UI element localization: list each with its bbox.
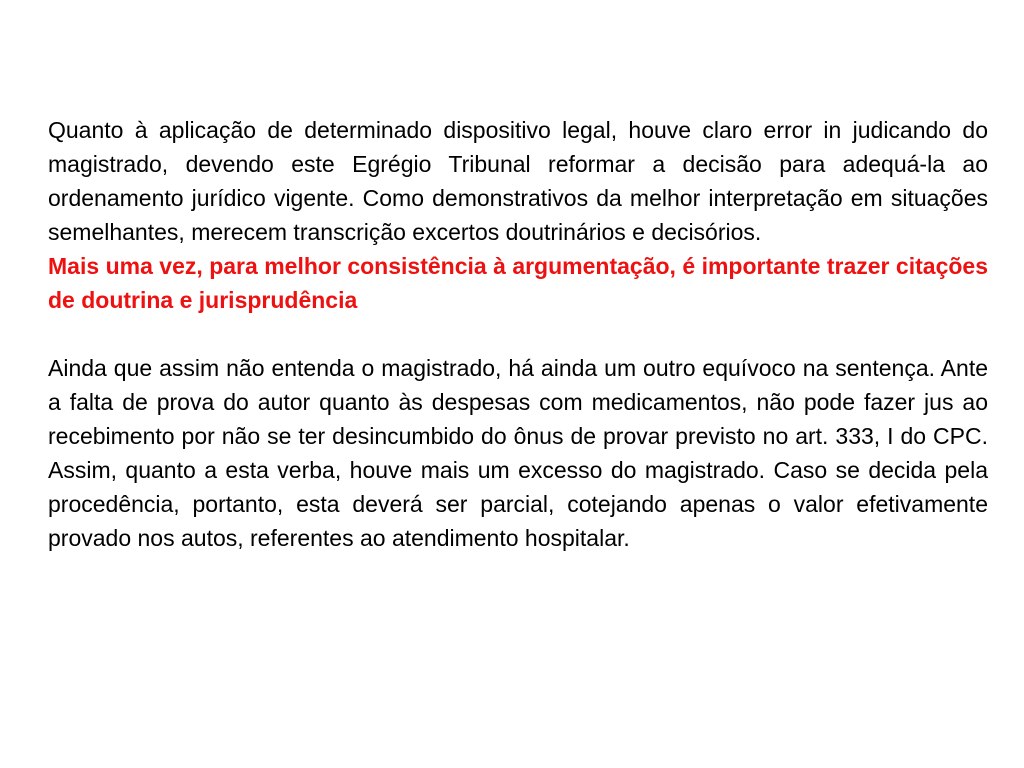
paragraph-error-in-judicando: Quanto à aplicação de determinado dispositivo legal, houve claro error in judicando do magistrado, devendo este Egrégio Tribunal reformar a decisão para adequá-la ao ordenamento jurídico vigente. Como demonstrativos da melhor interpretação em situações semelhantes, merecem transcrição excertos doutrinários e decisórios. bbox=[48, 117, 988, 245]
paragraph-second-error: Ainda que assim não entenda o magistrado, há ainda um outro equívoco na sentença. Ante a falta de prova do autor quanto às despesas com medicamentos, não pode fazer jus ao recebimento por não se ter desincumbido do ônus de provar previsto no art. 333, I do CPC. Assim, quanto a esta verba, houve mais um excesso do magistrado. Caso se decida pela procedência, portanto, esta deverá ser parcial, cotejando apenas o valor efetivamente provado nos autos, referentes ao atendimento hospitalar. bbox=[48, 355, 988, 551]
paragraph-emphasis-citations: Mais uma vez, para melhor consistência à argumentação, é importante trazer citações de doutrina e jurisprudência bbox=[48, 253, 988, 313]
paragraph-spacer bbox=[48, 317, 988, 351]
slide-content bbox=[48, 113, 988, 555]
